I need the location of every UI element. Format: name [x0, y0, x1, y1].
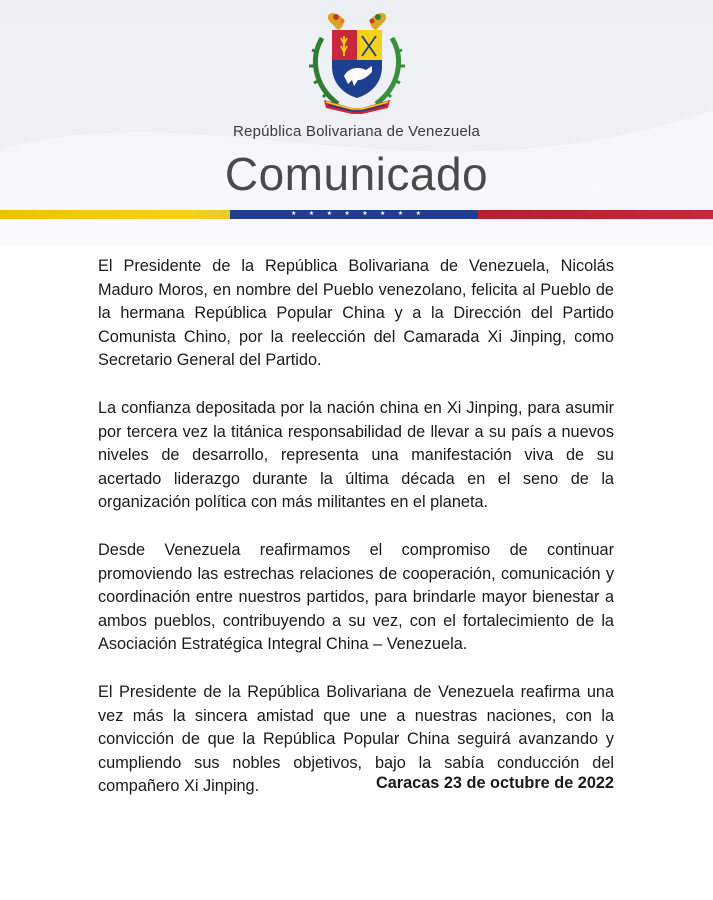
star-icon: ★ [362, 211, 368, 217]
star-icon: ★ [379, 211, 386, 217]
republic-name: República Bolivariana de Venezuela [233, 123, 480, 140]
flag-band [0, 210, 713, 219]
page-title: Comunicado [224, 148, 489, 200]
flag-stars [291, 210, 421, 219]
star-icon: ★ [291, 211, 297, 217]
star-icon: ★ [397, 211, 404, 217]
paragraph-3: Desde Venezuela reafirmamos el compromiso de continuar promoviendo las estrechas relaciones de cooperación, comunicación y coordinación entre nuestros partidos, para brindarle mayor bienestar a ambos pueblos, contribuyendo a su vez, con el fortalecimiento de la Asociación Estratégica Integral China – Venezuela. [98, 540, 614, 654]
communique-body [98, 255, 614, 823]
paragraph-4: El Presidente de la República Bolivariana de Venezuela reafirma una vez más la sincera amistad que une a nuestras naciones, con la convicción de que la República Popular China seguirá avanzando y cumpliendo sus nobles objetivos, bajo la sabía conducción del compañero Xi Jinping. [98, 682, 614, 796]
paragraph-1: El Presidente de la República Bolivariana de Venezuela, Nicolás Maduro Moros, en nombre del Pueblo venezolano, felicita al Pueblo de la hermana República Popular China y a la Dirección del Partido Comunista Chino, por la reelección del Camarada Xi Jinping, como Secretario General del Partido. [98, 257, 614, 370]
venezuela-coat-of-arms-icon [302, 8, 412, 116]
header [0, 0, 713, 245]
star-icon: ★ [344, 211, 350, 217]
paragraph-2: La confianza depositada por la nación china en Xi Jinping, para asumir por tercera vez la titánica responsabilidad de llevar a su país a nuevos niveles de desarrollo, representa una manifestación viva de su acertado liderazgo durante la última década en el seno de la organización política con más militantes en el planeta. [98, 398, 614, 512]
flag-band-yellow [0, 210, 230, 219]
star-icon: ★ [415, 211, 421, 217]
star-icon: ★ [308, 211, 315, 217]
star-icon: ★ [326, 211, 332, 217]
flag-band-red [478, 210, 713, 219]
place-date-signature: Caracas 23 de octubre de 2022 [375, 774, 614, 792]
